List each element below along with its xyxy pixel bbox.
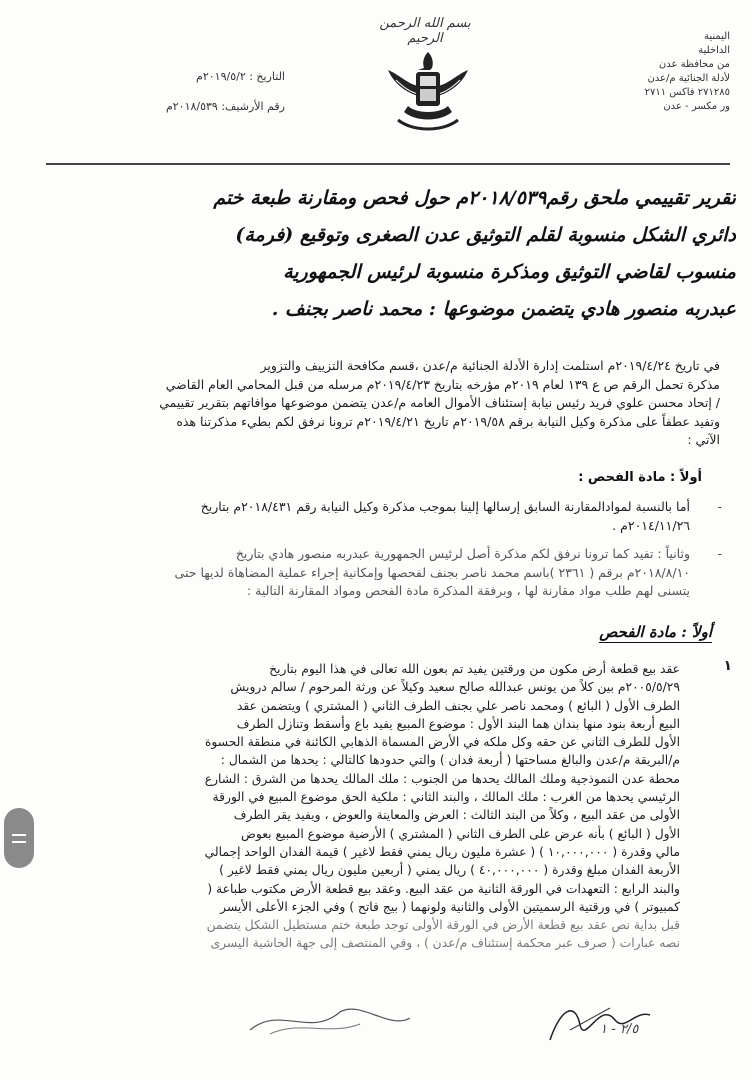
land-contract-paragraph <box>30 660 680 953</box>
paragraph-line: البيع أربعة بنود منها بندان هما البند الأول : موضوع المبيع يفيد باع وأسقط وتنازل الطرف <box>236 716 680 731</box>
section-heading-exam-material-underlined: أولاً : مادة الفحص <box>599 623 712 641</box>
bullet-paragraph-memo <box>30 545 690 601</box>
paragraph-line: في تاريخ ٢٠١٩/٤/٢٤م استلمت إدارة الأدلة الجنائية م/عدن ،قسم مكافحة التزييف والتزوير <box>260 358 720 373</box>
report-title <box>28 180 736 328</box>
title-line: دائري الشكل منسوبة لقلم التوثيق عدن الصغرى وتوقيع (فرمة) <box>235 224 736 246</box>
bullet-dash: - <box>717 547 722 561</box>
paragraph-line: الأول ( البائع ) بأنه عرض على الطرف الثاني ( المشتري ) الأرضية موضوع المبيع بعوض <box>241 826 680 841</box>
paragraph-line: مالي وقدرة ( ١٠,٠٠٠,٠٠٠ ) ( عشرة مليون ريال يمني فقط لاغير ) قيمة الفدان الواحد إجمالي <box>204 844 680 859</box>
title-line: عبدربه منصور هادي يتضمن موضوعها : محمد ناصر بجنف . <box>271 298 736 320</box>
title-line: تقرير تقييمي ملحق رقم٢٠١٨/٥٣٩م حول فحص ومقارنة طبعة ختم <box>213 187 736 209</box>
reference-block <box>135 62 285 122</box>
bullet-paragraph-comparison <box>30 498 690 535</box>
letterhead-line: من محافظة عدن <box>658 59 730 70</box>
letterhead-line: لأدلة الجنائية م/عدن <box>647 73 730 84</box>
paragraph-line: ٢٠٠٥/٥/٢٩م بين كلاً من يونس عبدالله صالح سعيد وكيلاً عن ورثة المرحوم / سالم درويش <box>230 680 680 695</box>
paragraph-line: قبل بداية نص عقد بيع قطعة الأرض في الورقة الأولى توجد طبعة ختم مستطيل الشكل يتضمن <box>206 918 680 933</box>
paragraph-line: محطة عدن النموذجية وملك المالك يحدها من الجنوب : ملك المالك يحدها من الشرق : الشارع <box>204 771 680 786</box>
letterhead-line: ور مكسر - عدن <box>663 101 730 112</box>
section-heading-exam-material: أولاً : مادة الفحص : <box>578 470 702 485</box>
ministry-letterhead <box>590 30 730 114</box>
grip-line-icon <box>12 841 26 843</box>
paragraph-line: الطرف الأول ( البائع ) ومحمد ناصر علي بجنف الطرف الثاني ( المشتري ) ويتضمن عقد <box>236 698 680 713</box>
item-number: ١ <box>723 658 732 674</box>
bullet-dash: - <box>717 500 722 514</box>
paragraph-line: الأول للطرف الثاني عن حقه وكل ملكه في الأرض المسماة الذهابي الكائنة في منطقة الحسوة <box>204 735 680 750</box>
paragraph-line: كمبيوتر ) في ورقتية الرسميتين الأولى والثانية ولونهما ( بيج فاتح ) وفي الجزء الأعلى الأيسر <box>220 899 680 914</box>
paragraph-line: والبند الرابع : التعهدات في الورقة الثانية من عقد البيع. وعقد بيع قطعة الأرض مكتوب طباعة ( <box>207 881 680 896</box>
paragraph-line: م/البريقة م/عدن والبالغ مساحتها ( أربعة فدان ) والتي حدودها كالتالي : يحدها من الشمال : <box>220 753 680 768</box>
handwritten-mark-icon <box>240 1000 420 1040</box>
paragraph-line: وثانياً : تفيد كما ترونا نرفق لكم مذكرة أصل لرئيس الجمهورية عبدربه منصور هادي بتاريخ <box>235 546 690 561</box>
signature-icon <box>540 990 660 1050</box>
grip-line-icon <box>12 834 26 836</box>
paragraph-line: يتسنى لهم طلب مواد مقارنة لها ، وبرفقة المذكرة مادة الفحص ومواد المقارنة التالية : <box>246 583 690 598</box>
paragraph-line: الأولى من عقد البيع ، وكلاً من البند الثالث : العرض والمعاينة والعوض ، ويفيد يقر الطرف <box>233 808 680 823</box>
paragraph-line: الآتي : <box>687 432 720 447</box>
scroll-handle[interactable] <box>4 808 34 868</box>
paragraph-line: مذكرة تحمل الرقم ص ع ١٣٩ لعام ٢٠١٩م مؤرخه بتاريخ ٢٠١٩/٤/٢٣م مرسله من قبل المحامي العام القاضي <box>165 376 720 392</box>
letterhead-line: الداخلية <box>698 45 730 56</box>
paragraph-line: وتفيد عطفاً على مذكرة وكيل النيابة برقم ٢٠١٩/٥٨م تاريخ ٢٠١٩/٤/٢١م ترونا نرفق لكم بطيء مذكرتنا هذه <box>176 413 720 429</box>
paragraph-line: نصه عبارات ( صرف عبر محكمة إستئناف م/عدن ) ، وفي المنتصف إلى جهة الحاشية اليسرى <box>210 936 680 951</box>
archive-number-line: رقم الأرشيف: ٢٠١٨/٥٣٩م <box>165 100 285 113</box>
paragraph-line: ٢٠١٨/٨/١٠م برقم ( ٢٣٦١ )باسم محمد ناصر بجنف لفحصها وإمكانية إجراء عملية المضاهاة لديها حتى <box>174 564 690 580</box>
paragraph-line: ٢٠١٤/١١/٢٦م . <box>612 517 690 533</box>
intro-paragraph <box>30 357 720 450</box>
header-divider <box>46 163 730 165</box>
date-line: التاريخ : ٢٠١٩/٥/٢م <box>196 70 285 83</box>
handwritten-page-number: ٢/٥ - ١ <box>600 1022 639 1037</box>
paragraph-line: عقد بيع قطعة أرض مكون من ورقتين يفيد تم بعون الله تعالى في هذا اليوم بتاريخ <box>269 662 680 676</box>
paragraph-line: أما بالنسبة لموادالمقارنة السابق إرسالها إلينا بموجب مذكرة وكيل النيابة رقم ٢٠١٨/٤٣١م بتاريخ <box>200 499 690 514</box>
letterhead-line: ٢٧١٢٨٥ فاكس ٢٧١١ <box>644 87 730 98</box>
paragraph-line: / إتحاد محسن علوي فريد رئيس نيابة إستئناف الأموال العامه م/عدن يتضمن موضوعها موافاتهم بتقرير تقييمي <box>159 395 720 410</box>
basmala-calligraphy: بسم الله الرحمن الرحيم <box>379 16 471 46</box>
eagle-emblem-icon <box>378 40 478 140</box>
title-line: منسوب لقاضي التوثيق ومذكرة منسوبة لرئيس الجمهورية <box>283 261 736 283</box>
paragraph-line: الرئيسي يحدها من الغرب : ملك المالك ، والبند الثاني : ملكية الحق موضوع المبيع في الورقة <box>212 790 680 805</box>
paragraph-line: الأربعة الفدان مبلغ وقدرة ( ٤٠,٠٠٠,٠٠٠ ) ريال يمني ( أربعين مليون ريال يمني فقط لاغير ) <box>219 863 680 878</box>
letterhead-line: اليمنية <box>703 31 730 42</box>
